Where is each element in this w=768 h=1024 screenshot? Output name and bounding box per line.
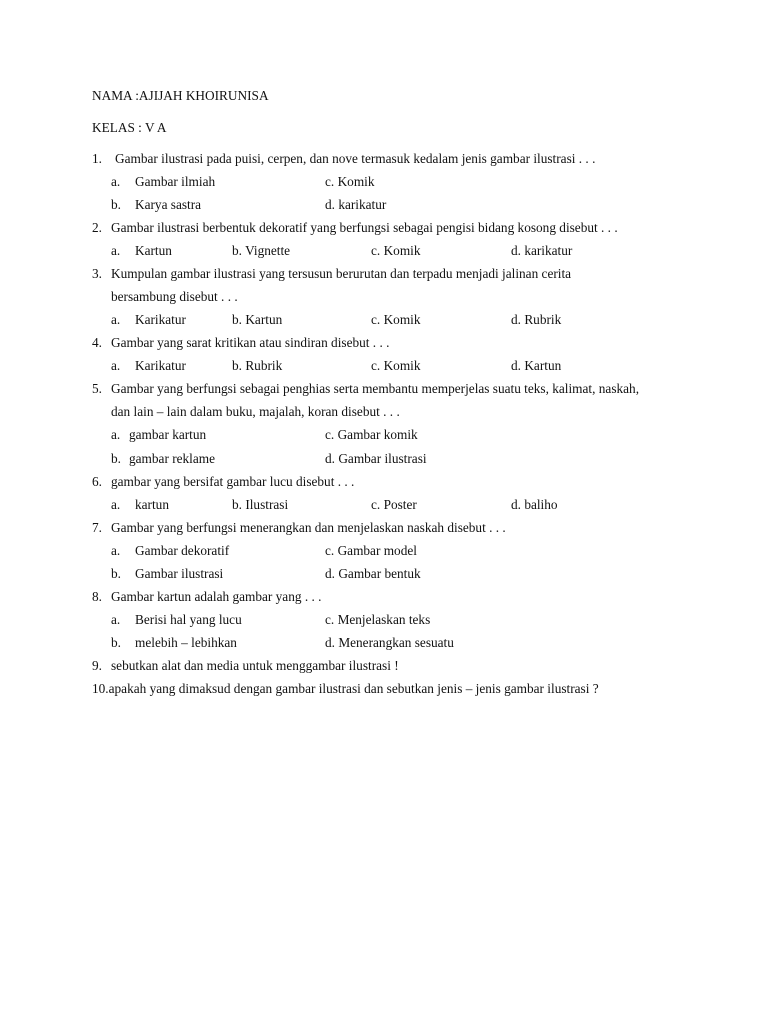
option-letter: b. — [111, 566, 121, 581]
option-text: Kartun — [135, 243, 172, 258]
question-number: 4. — [92, 335, 102, 350]
question-number: 2. — [92, 220, 102, 235]
option-c: c. Poster — [371, 497, 417, 512]
option-letter: a. — [111, 243, 121, 258]
student-name: NAMA :AJIJAH KHOIRUNISA — [92, 88, 269, 103]
option-c: c. Komik — [371, 358, 421, 373]
option-letter: a. — [111, 497, 121, 512]
question-text-continued: dan lain – lain dalam buku, majalah, koran disebut . . . — [111, 404, 400, 419]
option-text: kartun — [135, 497, 169, 512]
option-letter: b. — [111, 635, 121, 650]
option-d: d. karikatur — [511, 243, 573, 258]
question-number: 7. — [92, 520, 102, 535]
question-number: 9. — [92, 658, 102, 673]
question-text: Gambar yang berfungsi sebagai penghias serta membantu memperjelas suatu teks, kalimat, naskah, — [111, 381, 640, 396]
option-letter: a. — [111, 358, 121, 373]
question-number: 5. — [92, 381, 102, 396]
question-text: apakah yang dimaksud dengan gambar ilustrasi dan sebutkan jenis – jenis gambar ilustrasi ? — [108, 681, 599, 696]
option-d: d. Gambar bentuk — [325, 566, 421, 581]
option-c: c. Komik — [325, 174, 375, 189]
option-text: Karya sastra — [135, 197, 202, 212]
student-class: KELAS : V A — [92, 120, 167, 135]
question-number: 8. — [92, 589, 102, 604]
option-letter: a. — [111, 543, 121, 558]
option-text: Karikatur — [135, 358, 186, 373]
question-number: 6. — [92, 474, 102, 489]
option-b: b. Rubrik — [232, 358, 283, 373]
option-letter: a. — [111, 174, 121, 189]
question-number: 3. — [92, 266, 102, 281]
option-text: Gambar ilmiah — [135, 174, 216, 189]
option-text: gambar reklame — [129, 451, 216, 466]
question-text: sebutkan alat dan media untuk menggambar ilustrasi ! — [111, 658, 399, 673]
option-d: d. Gambar ilustrasi — [325, 451, 427, 466]
option-letter: a. — [111, 312, 121, 327]
option-d: d. Kartun — [511, 358, 562, 373]
question-text: Gambar yang berfungsi menerangkan dan menjelaskan naskah disebut . . . — [111, 520, 506, 535]
option-letter: b. — [111, 451, 121, 466]
option-text: Karikatur — [135, 312, 186, 327]
option-text: Gambar ilustrasi — [135, 566, 224, 581]
question-text: Gambar ilustrasi berbentuk dekoratif yang berfungsi sebagai pengisi bidang kosong disebut . . . — [111, 220, 618, 235]
option-c: c. Gambar komik — [325, 427, 418, 442]
question-text: gambar yang bersifat gambar lucu disebut . . . — [111, 474, 355, 489]
option-c: c. Komik — [371, 243, 421, 258]
option-d: d. baliho — [511, 497, 558, 512]
option-c: c. Menjelaskan teks — [325, 612, 431, 627]
option-text: melebih – lebihkan — [135, 635, 237, 650]
option-letter: b. — [111, 197, 121, 212]
option-d: d. Menerangkan sesuatu — [325, 635, 454, 650]
option-b: b. Vignette — [232, 243, 291, 258]
question-text: Gambar yang sarat kritikan atau sindiran disebut . . . — [111, 335, 390, 350]
option-b: b. Ilustrasi — [232, 497, 289, 512]
option-letter: a. — [111, 612, 121, 627]
option-c: c. Komik — [371, 312, 421, 327]
option-text: Gambar dekoratif — [135, 543, 230, 558]
option-d: d. Rubrik — [511, 312, 562, 327]
question-text-continued: bersambung disebut . . . — [111, 289, 238, 304]
option-d: d. karikatur — [325, 197, 387, 212]
question-number: 10. — [92, 681, 109, 696]
option-b: b. Kartun — [232, 312, 283, 327]
option-letter: a. — [111, 427, 121, 442]
option-text: Berisi hal yang lucu — [135, 612, 242, 627]
question-text: Kumpulan gambar ilustrasi yang tersusun berurutan dan terpadu menjadi jalinan cerita — [111, 266, 572, 281]
question-line — [92, 681, 599, 697]
question-number: 1. — [92, 151, 102, 166]
question-text: Gambar ilustrasi pada puisi, cerpen, dan nove termasuk kedalam jenis gambar ilustrasi . . . — [115, 151, 596, 166]
option-c: c. Gambar model — [325, 543, 417, 558]
option-text: gambar kartun — [129, 427, 207, 442]
question-text: Gambar kartun adalah gambar yang . . . — [111, 589, 322, 604]
